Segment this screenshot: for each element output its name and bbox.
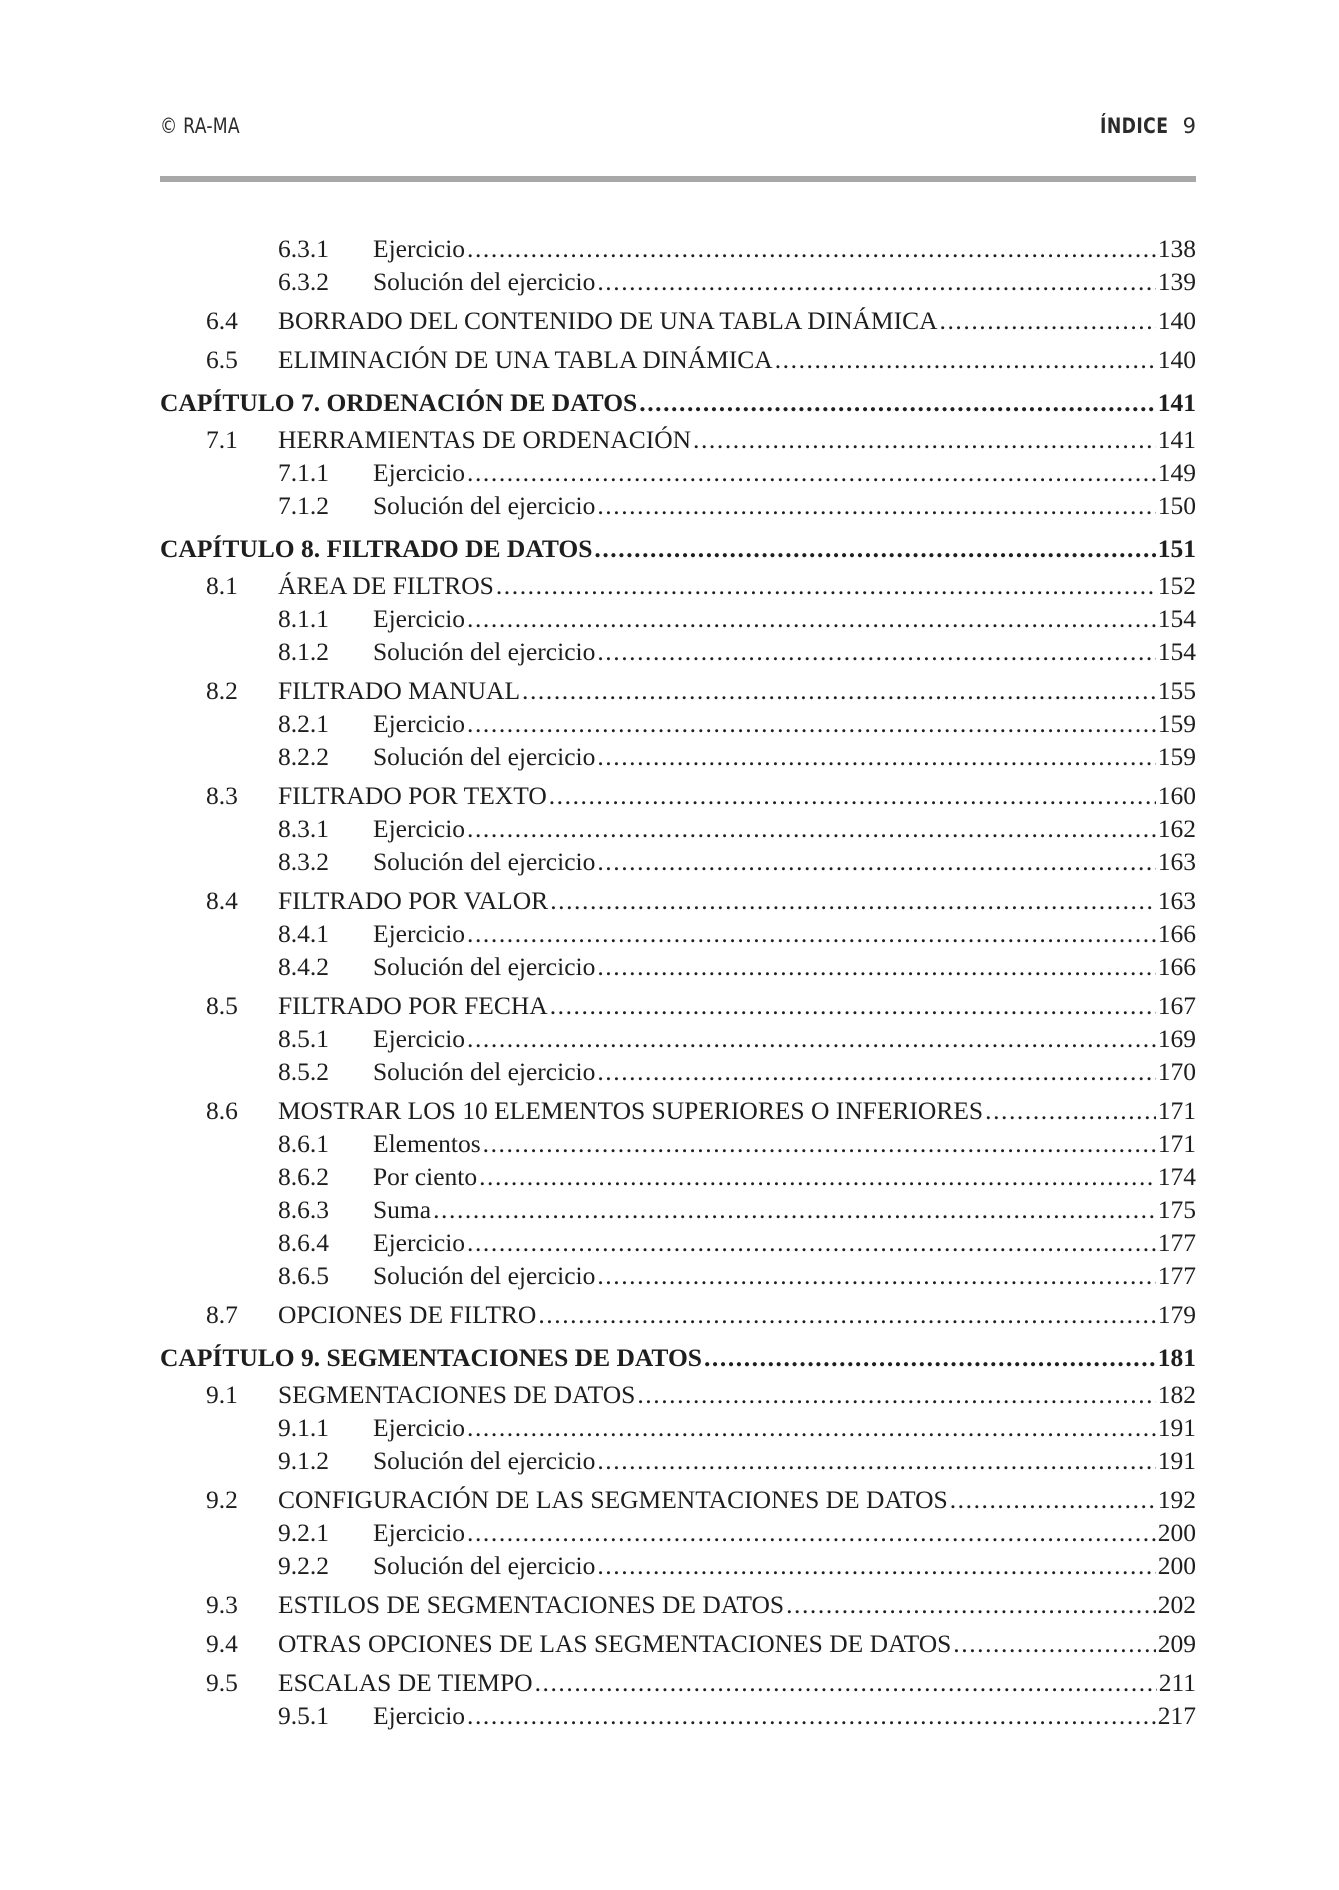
toc-entry-number: 8.6.5: [278, 1261, 329, 1290]
toc-section-entry[interactable]: [160, 1094, 1196, 1127]
toc-subsection-entry[interactable]: [160, 1516, 1196, 1549]
toc-entry-page: 175: [1157, 1195, 1196, 1224]
toc-entry-number: 8.6.2: [278, 1162, 329, 1191]
dot-leader: [597, 265, 1155, 298]
toc-entry-page: 159: [1157, 742, 1196, 771]
toc-subsection-entry[interactable]: [160, 1193, 1196, 1226]
running-header: [160, 114, 1196, 144]
toc-entry-page: 169: [1157, 1024, 1196, 1053]
toc-entry-title: Ejercicio: [373, 1413, 466, 1442]
dot-leader: [522, 674, 1156, 707]
toc-section-entry[interactable]: [160, 1483, 1196, 1516]
toc-subsection-entry[interactable]: [160, 950, 1196, 983]
toc-entry-title: BORRADO DEL CONTENIDO DE UNA TABLA DINÁMICA: [278, 306, 938, 335]
toc-entry-title: ESTILOS DE SEGMENTACIONES DE DATOS: [278, 1590, 785, 1619]
toc-subsection-entry[interactable]: [160, 1444, 1196, 1477]
toc-entry-number: 7.1.1: [278, 458, 329, 487]
toc-entry-title: FILTRADO POR VALOR: [278, 886, 549, 915]
toc-entry-number: 9.2.2: [278, 1551, 329, 1580]
toc-entry-title: CONFIGURACIÓN DE LAS SEGMENTACIONES DE DATOS: [278, 1485, 948, 1514]
toc-entry-page: 217: [1157, 1701, 1196, 1730]
dot-leader: [467, 1699, 1156, 1732]
toc-section-entry[interactable]: [160, 304, 1196, 337]
toc-entry-number: 8.3.2: [278, 847, 329, 876]
toc-entry-title: Solución del ejercicio: [373, 1446, 596, 1475]
header-divider: [160, 176, 1196, 182]
dot-leader: [597, 1259, 1155, 1292]
toc-subsection-entry[interactable]: [160, 1259, 1196, 1292]
toc-entry-number: 8.4.1: [278, 919, 329, 948]
toc-entry-page: 155: [1157, 676, 1196, 705]
dot-leader: [467, 1226, 1156, 1259]
toc-entry-number: 9.5: [206, 1668, 238, 1697]
toc-entry-number: 8.4: [206, 886, 238, 915]
dot-leader: [467, 1022, 1156, 1055]
dot-leader: [704, 1341, 1156, 1374]
toc-subsection-entry[interactable]: [160, 1699, 1196, 1732]
dot-leader: [467, 602, 1156, 635]
toc-entry-title: CAPÍTULO 9. SEGMENTACIONES DE DATOS: [160, 1343, 702, 1372]
toc-entry-number: 9.1.2: [278, 1446, 329, 1475]
toc-entry-number: 7.1.2: [278, 491, 329, 520]
toc-subsection-entry[interactable]: [160, 489, 1196, 522]
dot-leader: [597, 1055, 1155, 1088]
toc-entry-page: 179: [1157, 1300, 1196, 1329]
toc-entry-page: 160: [1157, 781, 1196, 810]
copyright-label: © RA-MA: [160, 114, 240, 138]
toc-entry-page: 154: [1157, 637, 1196, 666]
dot-leader: [775, 343, 1156, 376]
toc-entry-title: Suma: [373, 1195, 432, 1224]
toc-entry-page: 171: [1157, 1096, 1196, 1125]
toc-subsection-entry[interactable]: [160, 1055, 1196, 1088]
toc-entry-page: 174: [1157, 1162, 1196, 1191]
toc-entry-title: Solución del ejercicio: [373, 491, 596, 520]
dot-leader: [467, 707, 1156, 740]
dot-leader: [550, 884, 1156, 917]
toc-entry-title: Ejercicio: [373, 1518, 466, 1547]
toc-entry-page: 141: [1157, 388, 1196, 417]
toc-entry-page: 167: [1157, 991, 1196, 1020]
dot-leader: [940, 304, 1156, 337]
toc-entry-page: 150: [1157, 491, 1196, 520]
toc-entry-number: 8.1.1: [278, 604, 329, 633]
dot-leader: [433, 1193, 1156, 1226]
toc-entry-title: ESCALAS DE TIEMPO: [278, 1668, 533, 1697]
toc-entry-title: Ejercicio: [373, 1024, 466, 1053]
toc-entry-title: Ejercicio: [373, 234, 466, 263]
toc-entry-title: Solución del ejercicio: [373, 847, 596, 876]
dot-leader: [597, 740, 1155, 773]
toc-entry-number: 9.1.1: [278, 1413, 329, 1442]
toc-entry-title: Solución del ejercicio: [373, 1261, 596, 1290]
toc-subsection-entry[interactable]: [160, 1411, 1196, 1444]
toc-entry-title: CAPÍTULO 8. FILTRADO DE DATOS: [160, 534, 593, 563]
dot-leader: [467, 1516, 1156, 1549]
dot-leader: [538, 1298, 1155, 1331]
toc-chapter-entry[interactable]: [160, 386, 1196, 419]
section-title: ÍNDICE: [1100, 114, 1169, 138]
toc-entry-title: Ejercicio: [373, 814, 466, 843]
dot-leader: [597, 635, 1155, 668]
toc-subsection-entry[interactable]: [160, 232, 1196, 265]
toc-entry-number: 8.6: [206, 1096, 238, 1125]
toc-entry-page: 177: [1157, 1228, 1196, 1257]
toc-entry-page: 209: [1157, 1629, 1196, 1658]
toc-entry-number: 9.2.1: [278, 1518, 329, 1547]
toc-entry-page: 177: [1157, 1261, 1196, 1290]
toc-entry-title: HERRAMIENTAS DE ORDENACIÓN: [278, 425, 692, 454]
toc-entry-page: 211: [1158, 1668, 1196, 1697]
toc-entry-title: Solución del ejercicio: [373, 267, 596, 296]
dot-leader: [535, 1666, 1157, 1699]
dot-leader: [549, 779, 1156, 812]
toc-entry-title: Ejercicio: [373, 458, 466, 487]
toc-section-entry[interactable]: [160, 423, 1196, 456]
toc-entry-page: 162: [1157, 814, 1196, 843]
toc-entry-number: 8.2: [206, 676, 238, 705]
toc-entry-title: FILTRADO MANUAL: [278, 676, 521, 705]
toc-entry-number: 8.1: [206, 571, 238, 600]
dot-leader: [637, 1378, 1155, 1411]
dot-leader: [467, 917, 1156, 950]
toc-entry-page: 202: [1157, 1590, 1196, 1619]
toc-entry-number: 6.3.1: [278, 234, 329, 263]
dot-leader: [597, 1444, 1155, 1477]
toc-entry-title: Ejercicio: [373, 604, 466, 633]
toc-entry-title: ELIMINACIÓN DE UNA TABLA DINÁMICA: [278, 345, 773, 374]
toc-entry-title: Ejercicio: [373, 1228, 466, 1257]
toc-entry-title: OPCIONES DE FILTRO: [278, 1300, 537, 1329]
dot-leader: [550, 989, 1156, 1022]
dot-leader: [693, 423, 1156, 456]
toc-subsection-entry[interactable]: [160, 812, 1196, 845]
toc-subsection-entry[interactable]: [160, 740, 1196, 773]
toc-entry-page: 191: [1157, 1413, 1196, 1442]
toc-entry-page: 140: [1157, 306, 1196, 335]
toc-section-entry[interactable]: [160, 674, 1196, 707]
dot-leader: [786, 1588, 1156, 1621]
toc-section-entry[interactable]: [160, 1666, 1196, 1699]
toc-entry-number: 7.1: [206, 425, 238, 454]
toc-entry-title: Solución del ejercicio: [373, 1551, 596, 1580]
toc-entry-title: SEGMENTACIONES DE DATOS: [278, 1380, 636, 1409]
toc-entry-page: 170: [1157, 1057, 1196, 1086]
dot-leader: [467, 456, 1156, 489]
toc-entry-number: 9.1: [206, 1380, 238, 1409]
toc-entry-number: 8.4.2: [278, 952, 329, 981]
toc-entry-title: OTRAS OPCIONES DE LAS SEGMENTACIONES DE DATOS: [278, 1629, 952, 1658]
toc-section-entry[interactable]: [160, 1588, 1196, 1621]
toc-subsection-entry[interactable]: [160, 1160, 1196, 1193]
toc-entry-title: Ejercicio: [373, 1701, 466, 1730]
toc-entry-page: 163: [1157, 886, 1196, 915]
toc-entry-page: 182: [1157, 1380, 1196, 1409]
toc-section-entry[interactable]: [160, 884, 1196, 917]
toc-entry-title: FILTRADO POR TEXTO: [278, 781, 547, 810]
toc-entry-number: 8.6.4: [278, 1228, 329, 1257]
toc-entry-number: 9.3: [206, 1590, 238, 1619]
toc-entry-number: 8.5.2: [278, 1057, 329, 1086]
toc-subsection-entry[interactable]: [160, 1549, 1196, 1582]
toc-entry-page: 154: [1157, 604, 1196, 633]
toc-entry-title: Solución del ejercicio: [373, 742, 596, 771]
toc-entry-title: Elementos: [373, 1129, 481, 1158]
toc-section-entry[interactable]: [160, 1298, 1196, 1331]
toc-entry-page: 152: [1157, 571, 1196, 600]
toc-section-entry[interactable]: [160, 989, 1196, 1022]
toc-entry-page: 171: [1157, 1129, 1196, 1158]
page-number: 9: [1182, 114, 1196, 138]
toc-entry-page: 159: [1157, 709, 1196, 738]
dot-leader: [467, 1411, 1156, 1444]
toc-entry-page: 163: [1157, 847, 1196, 876]
toc-entry-page: 200: [1157, 1518, 1196, 1547]
toc-entry-title: Solución del ejercicio: [373, 952, 596, 981]
dot-leader: [953, 1627, 1155, 1660]
toc-entry-page: 141: [1157, 425, 1196, 454]
toc-entry-title: ÁREA DE FILTROS: [278, 571, 494, 600]
toc-subsection-entry[interactable]: [160, 707, 1196, 740]
toc-entry-title: Ejercicio: [373, 709, 466, 738]
dot-leader: [597, 950, 1155, 983]
toc-entry-page: 200: [1157, 1551, 1196, 1580]
toc-chapter-entry[interactable]: [160, 1341, 1196, 1374]
toc-subsection-entry[interactable]: [160, 917, 1196, 950]
toc-subsection-entry[interactable]: [160, 602, 1196, 635]
toc-subsection-entry[interactable]: [160, 265, 1196, 298]
toc-chapter-entry[interactable]: [160, 532, 1196, 565]
toc-entry-page: 138: [1157, 234, 1196, 263]
toc-entry-number: 8.5: [206, 991, 238, 1020]
toc-entry-title: Ejercicio: [373, 919, 466, 948]
toc-entry-number: 9.5.1: [278, 1701, 329, 1730]
dot-leader: [597, 845, 1155, 878]
toc-subsection-entry[interactable]: [160, 1226, 1196, 1259]
dot-leader: [496, 569, 1156, 602]
dot-leader: [985, 1094, 1156, 1127]
table-of-contents: [160, 232, 1196, 1732]
toc-subsection-entry[interactable]: [160, 1022, 1196, 1055]
toc-section-entry[interactable]: [160, 343, 1196, 376]
toc-entry-page: 191: [1157, 1446, 1196, 1475]
toc-entry-number: 8.1.2: [278, 637, 329, 666]
toc-entry-number: 9.4: [206, 1629, 238, 1658]
dot-leader: [594, 532, 1155, 565]
dot-leader: [597, 1549, 1155, 1582]
dot-leader: [467, 232, 1156, 265]
toc-entry-title: Solución del ejercicio: [373, 1057, 596, 1086]
toc-entry-page: 151: [1157, 534, 1196, 563]
toc-entry-page: 139: [1157, 267, 1196, 296]
toc-entry-title: Solución del ejercicio: [373, 637, 596, 666]
toc-entry-number: 8.3.1: [278, 814, 329, 843]
toc-subsection-entry[interactable]: [160, 635, 1196, 668]
toc-subsection-entry[interactable]: [160, 456, 1196, 489]
toc-entry-number: 8.2.1: [278, 709, 329, 738]
toc-entry-number: 8.2.2: [278, 742, 329, 771]
toc-subsection-entry[interactable]: [160, 845, 1196, 878]
toc-entry-number: 8.6.1: [278, 1129, 329, 1158]
toc-entry-number: 6.4: [206, 306, 238, 335]
header-section: [1085, 114, 1196, 138]
toc-entry-title: MOSTRAR LOS 10 ELEMENTOS SUPERIORES O INFERIORES: [278, 1096, 984, 1125]
toc-entry-title: CAPÍTULO 7. ORDENACIÓN DE DATOS: [160, 388, 638, 417]
toc-entry-page: 181: [1157, 1343, 1196, 1372]
toc-entry-page: 140: [1157, 345, 1196, 374]
toc-entry-number: 8.6.3: [278, 1195, 329, 1224]
toc-entry-page: 149: [1157, 458, 1196, 487]
toc-section-entry[interactable]: [160, 1627, 1196, 1660]
toc-entry-number: 8.3: [206, 781, 238, 810]
toc-entry-number: 9.2: [206, 1485, 238, 1514]
toc-entry-number: 6.5: [206, 345, 238, 374]
toc-entry-number: 8.7: [206, 1300, 238, 1329]
dot-leader: [639, 386, 1156, 419]
toc-entry-number: 6.3.2: [278, 267, 329, 296]
toc-section-entry[interactable]: [160, 779, 1196, 812]
dot-leader: [950, 1483, 1156, 1516]
toc-section-entry[interactable]: [160, 569, 1196, 602]
dot-leader: [479, 1160, 1156, 1193]
dot-leader: [483, 1127, 1156, 1160]
dot-leader: [467, 812, 1156, 845]
dot-leader: [597, 489, 1155, 522]
toc-entry-title: FILTRADO POR FECHA: [278, 991, 548, 1020]
toc-entry-page: 166: [1157, 952, 1196, 981]
toc-entry-page: 166: [1157, 919, 1196, 948]
toc-entry-title: Por ciento: [373, 1162, 478, 1191]
toc-subsection-entry[interactable]: [160, 1127, 1196, 1160]
toc-entry-number: 8.5.1: [278, 1024, 329, 1053]
toc-entry-page: 192: [1157, 1485, 1196, 1514]
toc-section-entry[interactable]: [160, 1378, 1196, 1411]
